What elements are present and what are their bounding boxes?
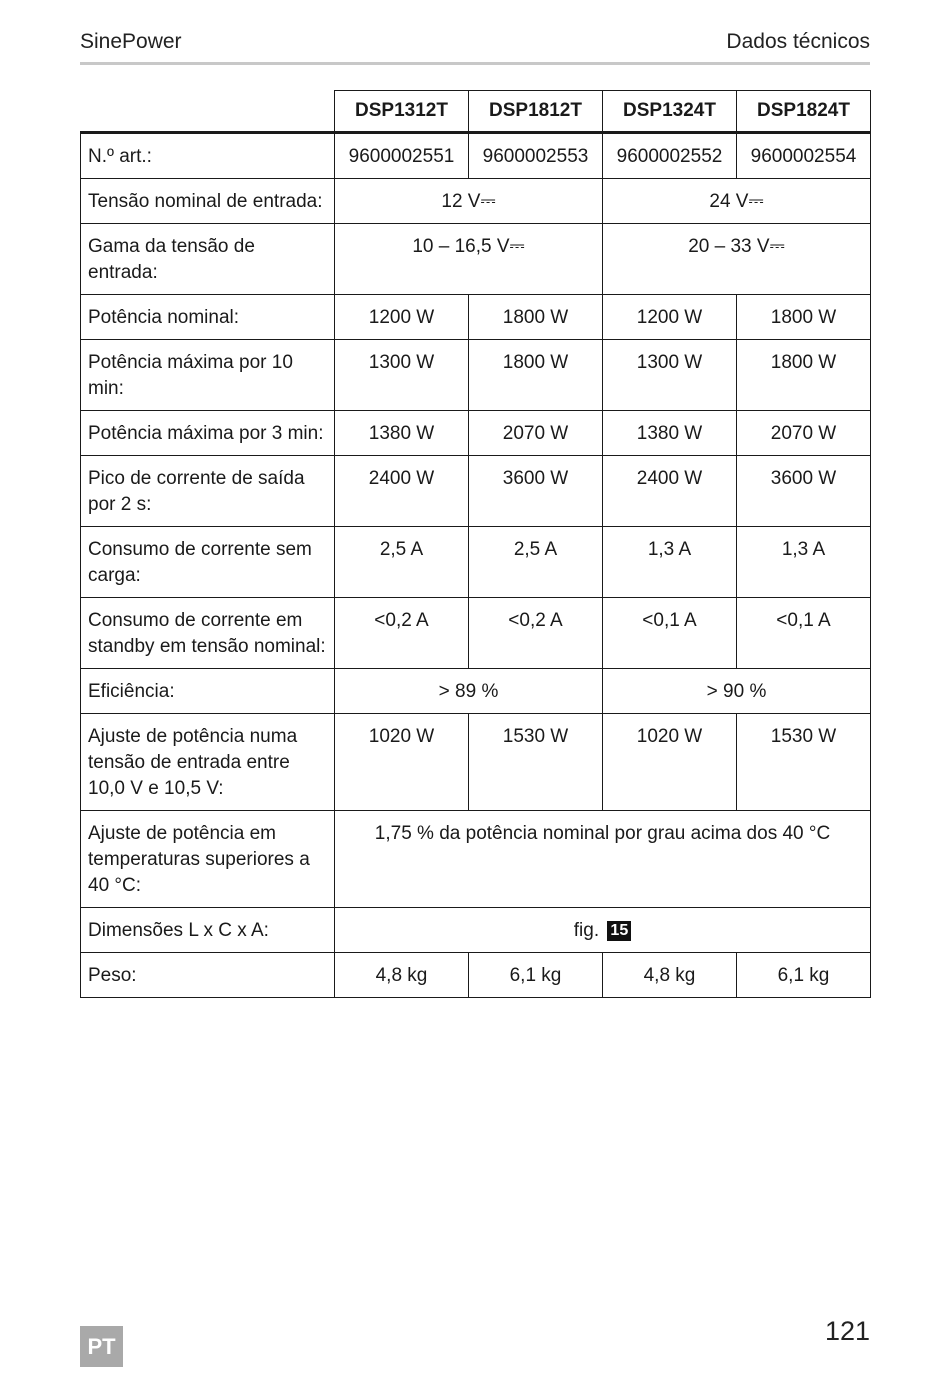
cell-value: 9600002552 (603, 133, 737, 179)
model-header: DSP1824T (737, 91, 871, 133)
table-row (81, 133, 871, 179)
row-label: Pico de corrente de saída por 2 s: (81, 456, 335, 527)
cell-value: 1300 W (603, 340, 737, 411)
table-corner-cell (81, 91, 335, 133)
header-section-title: Dados técnicos (726, 30, 870, 53)
cell-value: 1800 W (469, 295, 603, 340)
page-number: 121 (824, 1316, 870, 1346)
cell-value: 1380 W (603, 411, 737, 456)
table-row (81, 953, 871, 998)
row-label: Tensão nominal de entrada: (81, 179, 335, 224)
row-label: Gama da tensão de entrada: (81, 224, 335, 295)
row-label: Ajuste de potência numa tensão de entrada entre 10,0 V e 10,5 V: (81, 714, 335, 811)
model-header: DSP1812T (469, 91, 603, 133)
cell-value: 1020 W (335, 714, 469, 811)
cell-value: 1800 W (737, 295, 871, 340)
row-label: Eficiência: (81, 669, 335, 714)
table-row (81, 598, 871, 669)
cell-value: 1300 W (335, 340, 469, 411)
row-label: Potência nominal: (81, 295, 335, 340)
cell-value: 6,1 kg (737, 953, 871, 998)
figure-reference-text: fig. (573, 920, 600, 941)
cell-value: 9600002553 (469, 133, 603, 179)
cell-value: <0,1 A (737, 598, 871, 669)
cell-value: 1800 W (737, 340, 871, 411)
figure-number-badge: 15 (607, 921, 631, 941)
cell-value: 2400 W (335, 456, 469, 527)
cell-value: 1530 W (469, 714, 603, 811)
cell-value: 20 – 33 V⎓ (603, 224, 871, 295)
table-header-row (81, 91, 871, 133)
table-row (81, 224, 871, 295)
table-row (81, 456, 871, 527)
cell-value: 1,75 % da potência nominal por grau acima dos 40 °C (335, 811, 871, 908)
cell-value: 24 V⎓ (603, 179, 871, 224)
row-label: Potência máxima por 10 min: (81, 340, 335, 411)
table-row (81, 669, 871, 714)
cell-value: > 89 % (335, 669, 603, 714)
cell-value: 6,1 kg (469, 953, 603, 998)
cell-value: 1,3 A (737, 527, 871, 598)
cell-value: 2,5 A (335, 527, 469, 598)
cell-value: 2,5 A (469, 527, 603, 598)
page-header (80, 30, 870, 65)
technical-data-table (80, 90, 871, 998)
cell-value: 9600002551 (335, 133, 469, 179)
row-label: Consumo de corrente em standby em tensão nominal: (81, 598, 335, 669)
row-label: Ajuste de potência em temperaturas superiores a 40 °C: (81, 811, 335, 908)
cell-value: 4,8 kg (335, 953, 469, 998)
cell-value: 1530 W (737, 714, 871, 811)
cell-value: 9600002554 (737, 133, 871, 179)
table-row (81, 527, 871, 598)
cell-value: 1380 W (335, 411, 469, 456)
table-row (81, 908, 871, 953)
model-header: DSP1324T (603, 91, 737, 133)
cell-value: 2070 W (469, 411, 603, 456)
table-row (81, 714, 871, 811)
table-row (81, 411, 871, 456)
cell-value: 1800 W (469, 340, 603, 411)
row-label: Potência máxima por 3 min: (81, 411, 335, 456)
figure-reference-cell (335, 908, 871, 953)
cell-value: > 90 % (603, 669, 871, 714)
cell-value: <0,2 A (335, 598, 469, 669)
language-badge: PT (80, 1326, 123, 1367)
cell-value: 1020 W (603, 714, 737, 811)
row-label: N.º art.: (81, 133, 335, 179)
row-label: Peso: (81, 953, 335, 998)
cell-value: 4,8 kg (603, 953, 737, 998)
table-row (81, 295, 871, 340)
cell-value: 2070 W (737, 411, 871, 456)
cell-value: 3600 W (737, 456, 871, 527)
model-header: DSP1312T (335, 91, 469, 133)
cell-value: 2400 W (603, 456, 737, 527)
cell-value: 12 V⎓ (335, 179, 603, 224)
row-label: Dimensões L x C x A: (81, 908, 335, 953)
row-label: Consumo de corrente sem carga: (81, 527, 335, 598)
table-row (81, 811, 871, 908)
table-row (81, 340, 871, 411)
cell-value: 1200 W (335, 295, 469, 340)
cell-value: 3600 W (469, 456, 603, 527)
cell-value: <0,2 A (469, 598, 603, 669)
table-row (81, 179, 871, 224)
header-product-name: SinePower (80, 30, 182, 53)
cell-value: 1,3 A (603, 527, 737, 598)
cell-value: 10 – 16,5 V⎓ (335, 224, 603, 295)
cell-value: <0,1 A (603, 598, 737, 669)
cell-value: 1200 W (603, 295, 737, 340)
